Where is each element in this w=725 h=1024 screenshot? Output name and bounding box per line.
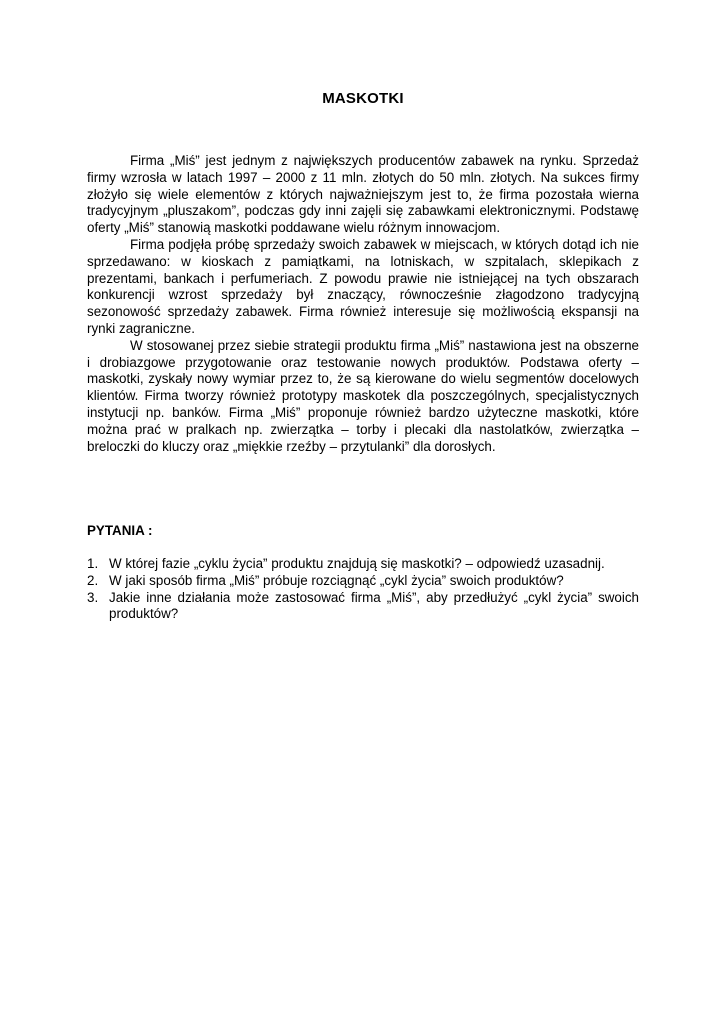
questions-list <box>87 556 639 623</box>
question-number: 3. <box>87 589 99 605</box>
question-text: W której fazie „cyklu życia” produktu znajdują się maskotki? – odpowiedź uzasadnij. <box>109 556 605 571</box>
question-item-3 <box>87 590 639 624</box>
paragraph-2: Firma podjęła próbę sprzedaży swoich zabawek w miejscach, w których dotąd ich nie sprzedawano: w kioskach z pamiątkami, na lotniskach, w szpitalach, sklepikach z prezentami, bankach i perfumeriach. Z powodu prawie nie istniejącej na tych obszarach konkurencji wzrost sprzedaży był znaczący, równocześnie złagodzono tradycyjną sezonowość sprzedaży zabawek. Firma również interesuje się możliwością ekspansji na rynki zagraniczne. <box>87 236 639 336</box>
questions-heading: PYTANIA : <box>87 523 153 538</box>
paragraph-1: Firma „Miś” jest jednym z największych producentów zabawek na rynku. Sprzedaż firmy wzrosła w latach 1997 – 2000 z 11 mln. złotych do 50 mln. złotych. Na sukces firmy złożyło się wiele elementów z których najważniejszym jest to, że firma pozostała wierna tradycyjnym „pluszakom”, podczas gdy inni zajęli się zabawkami elektronicznymi. Podstawę oferty „Miś” stanowią maskotki poddawane wielu różnym innowacjom. <box>87 153 639 236</box>
question-item-2 <box>87 573 639 590</box>
question-number: 1. <box>87 556 99 571</box>
paragraph-3: W stosowanej przez siebie strategii produktu firma „Miś” nastawiona jest na obszerne i drobiazgowe przygotowanie oraz testowanie nowych produktów. Podstawa oferty – maskotki, zyskały nowy wymiar przez to, że są kierowane do wielu segmentów docelowych klientów. Firma tworzy również prototypy maskotek dla poszczególnych, specjalistycznych instytucji np. banków. Firma „Miś” proponuje również bardzo użyteczne maskotki, które można prać w pralkach np. zwierzątka – torby i plecaki dla nastolatków, zwierzątka – breloczki do kluczy oraz „miękkie rzeźby – przytulanki” dla dorosłych. <box>87 337 639 454</box>
question-number: 2. <box>87 572 99 588</box>
document-body <box>87 153 639 455</box>
document-title: MASKOTKI <box>322 90 404 107</box>
question-text: Jakie inne działania może zastosować firma „Miś”, aby przedłużyć „cykl życia” swoich produktów? <box>109 589 639 622</box>
question-item-1 <box>87 556 639 573</box>
question-text: W jaki sposób firma „Miś” próbuje rozciągnąć „cykl życia” swoich produktów? <box>109 572 564 588</box>
